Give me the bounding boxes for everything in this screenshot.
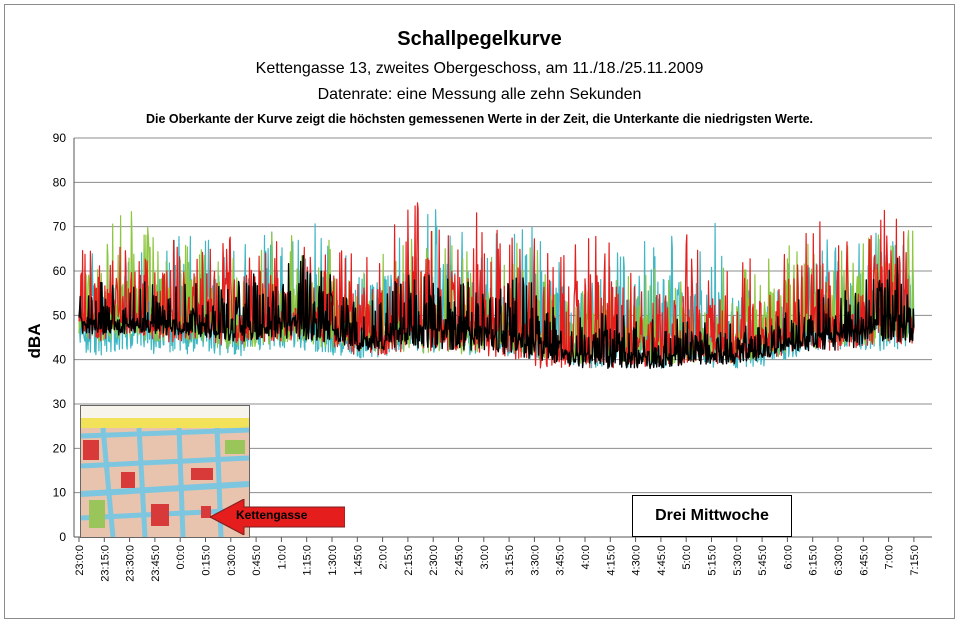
legend-box: Drei Mittwoche [632,495,792,537]
x-tick-label: 0:45:0 [251,545,264,576]
chart-subtitle-datarate: Datenrate: eine Messung alle zehn Sekunden [317,86,642,103]
x-tick-label: 23:45:0 [149,545,162,582]
x-tick-label: 1:30:0 [327,545,339,576]
x-tick-label: 2:45:0 [453,545,466,576]
x-tick-label: 5:15:0 [706,545,719,576]
y-tick-label: 30 [52,397,66,411]
x-tick-label: 3:0:0 [478,545,491,570]
y-tick-label: 40 [52,352,66,367]
x-tick-label: 7:15:0 [908,545,921,576]
y-tick-label: 10 [52,485,66,500]
x-tick-label: 1:0:0 [276,545,289,570]
x-tick-label: 5:0:0 [681,545,694,570]
y-tick-label: 70 [52,219,66,234]
x-tick-label: 6:30:0 [833,545,845,576]
x-tick-label: 2:0:0 [377,545,390,570]
x-tick-label: 23:15:0 [99,545,112,582]
y-tick-label: 20 [52,441,66,456]
x-tick-label: 2:15:0 [402,545,415,576]
x-tick-label: 4:0:0 [580,545,592,570]
y-axis-title: dBA [25,323,44,359]
x-tick-label: 0:30:0 [225,545,238,576]
x-tick-label: 3:15:0 [504,545,517,576]
x-tick-label: 4:15:0 [605,545,618,576]
x-tick-label: 5:45:0 [757,545,770,576]
x-tick-label: 6:45:0 [858,545,871,576]
y-tick-label: 0 [59,530,66,544]
x-tick-label: 1:15:0 [301,545,314,576]
y-tick-label: 50 [52,308,66,323]
y-tick-label: 60 [52,264,66,278]
x-tick-label: 5:30:0 [731,545,744,576]
x-tick-label: 23:30:0 [124,545,137,582]
chart-title: Schallpegelkurve [397,28,562,50]
y-tick-label: 90 [52,131,66,145]
x-tick-label: 3:30:0 [529,545,542,576]
x-tick-label: 2:30:0 [428,545,441,576]
x-tick-label: 0:15:0 [200,545,213,576]
x-tick-label: 7:0:0 [883,545,896,570]
chart-subtitle-location: Kettengasse 13, zweites Obergeschoss, am 11./18./25.11.2009 [255,60,704,77]
x-tick-label: 1:45:0 [352,545,365,576]
x-tick-label: 3:45:0 [554,545,567,576]
y-tick-label: 80 [52,175,66,190]
chart-note: Die Oberkante der Kurve zeigt die höchsten gemessenen Werte in der Zeit, die Unterkante die niedrigsten Werte. [145,112,814,126]
x-tick-label: 6:0:0 [782,545,795,570]
map-location-label: Kettengasse [236,508,308,522]
x-tick-label: 4:30:0 [630,545,643,576]
x-tick-label: 23:0:0 [74,545,86,576]
x-tick-label: 4:45:0 [655,545,668,576]
x-tick-label: 6:15:0 [807,545,820,576]
x-tick-label: 0:0:0 [175,545,188,570]
